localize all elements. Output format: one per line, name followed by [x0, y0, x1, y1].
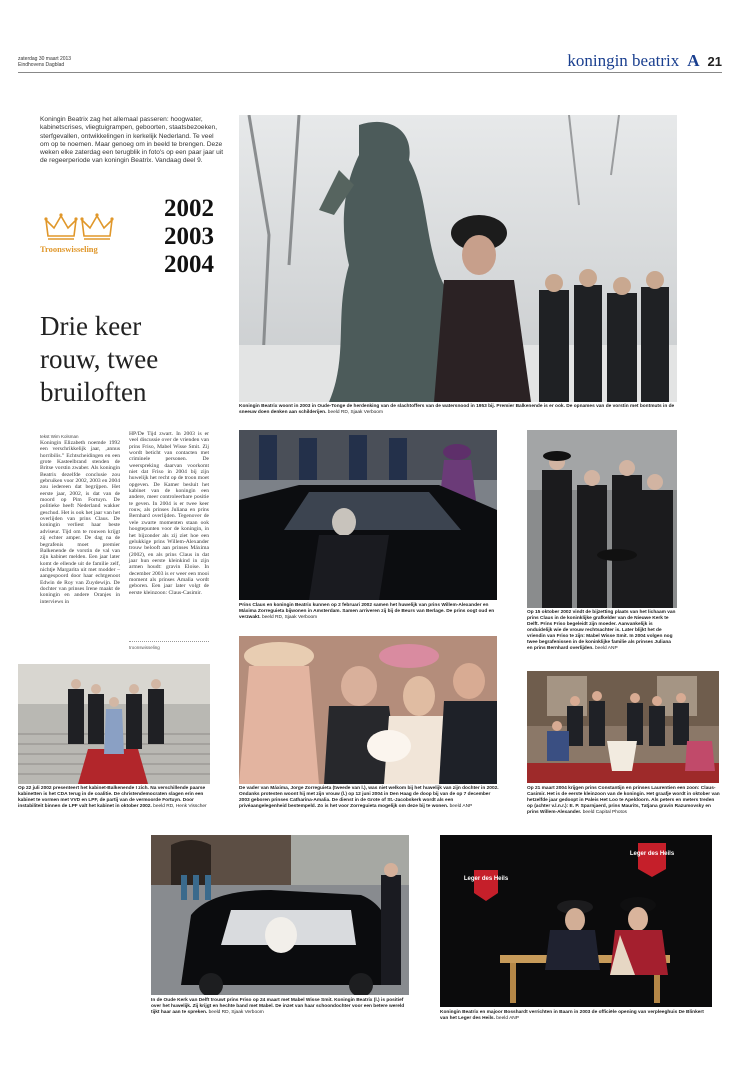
section-header — [567, 51, 722, 71]
sign-text-left: Leger des Heils — [463, 876, 509, 882]
photo-baptism-claus-casimir — [527, 671, 719, 783]
year-2002: 2002 — [164, 195, 214, 222]
year-2004: 2004 — [164, 251, 214, 278]
crown-icon — [44, 212, 116, 242]
page-number: 21 — [707, 54, 722, 69]
separator-label: troonswisseling — [129, 645, 160, 650]
caption-claus-beatrix: Prins Claus en koningin Beatrix kunnen op 2 februari 2002 samen het huwelijk van prins Willem-Alexander en Máxima Zorreguieta bijwonen in Amsterdam. Samen arriveren zij bij de Beurs van Berlage. De prins oogt oud en verzwakt. beeld RD, Sjaak Verboom — [239, 603, 495, 620]
logo-label: Troonswisseling — [40, 244, 98, 254]
headline: Drie keer rouw, twee bruiloften — [40, 311, 159, 407]
photo-cabinet-balkenende — [18, 664, 210, 784]
section-mark: A — [687, 51, 700, 70]
sign-text-right: Leger des Heils — [629, 851, 675, 857]
intro-text: Koningin Beatrix zag het allemaal passeren: hoogwater, kabinetscrises, vliegtuigrampen, geboorten, staatsbezoeken, sterfgevallen, ontwikkelingen in kerkelijk Nederland. Te veel om op te noemen. Maar genoeg om in beeld te brengen. Deze weken elke zaterdag een terugblik in foto's op een paar jaar uit de regeerperiode van koningin Beatrix. Vandaag deel 9. — [40, 116, 224, 165]
caption-leger-des-heils: Koningin Beatrix en majoor Bosshardt verrichten in Baarn in 2003 de officiële opening van verpleeghuis De Blinkert van het Leger des Heils. beeld ANP — [440, 1010, 704, 1021]
photo-friso-wedding — [151, 835, 409, 995]
photo-claus-funeral — [527, 430, 677, 608]
photo-christening-amalia — [239, 636, 497, 784]
caption-friso-wedding: In de Oude Kerk van Delft trouwt prins Friso op 24 maart met Mabel Wisse Smit. Koningin Beatrix (l.) is positief over het huwelijk. Zij krijgt en hechte band met Mabel. De inzet van haar schoondochter voor een betere wereld tijkt haar aan te spreken. beeld RD, Sjaak Verboom — [151, 998, 405, 1015]
caption-claus-funeral: Op 15 oktober 2002 vindt de bijzetting plaats van het lichaam van prins Claus in de koninklijke grafkelder van de Nieuwe Kerk te Delft. Prins Friso begeleidt zijn moeder. Aanvankelijk is onduidelijk wie de vrouw rechtsachter is. Later blijkt het de vriendin van Friso te zijn: Mabel Wisse Smit. In 2004 volgen nog twee begrafenissen in de koninklijke familie als prinses Juliana en prins Bernhard overlijden. beeld ANP — [527, 610, 676, 651]
article-column-2: HP/De Tijd zwart. In 2003 is er veel discussie over de vrienden van prins Friso, Mabel Wisse Smit. Zij wordt beticht van contacten met criminele personen. De weerspreking daarvan voorkomt niet dat Friso in 2004 bij zijn huwelijk het recht op de troon moet opgeven. De Kamer besluit het kabinet van de koningin een andere, meer controleerbare positie te geven. In 2004 is er twee keer rouw, als prinses Juliana en prins Bernhard overlijden. Tegenover de vele zwarte momenten staan ook hoogtepunten voor de koningin, in het bijzonder als zij ziet hoe een gelukkige prins Willem-Alexander trouw belooft aan prinses Máxima (2002), en als prins Claus in dat jaar hun eerste kleinkind in zijn armen houdt: gravin Eloise. In december 2003 is er weer een mooi moment als prinses Amalia wordt geboren. Een jaar later volgt de eerste kleinzoon: Claus-Casimir. — [129, 431, 209, 596]
column-separator — [129, 641, 209, 642]
article-column-1: Koningin Elizabeth noemde 1992 een verschrikkelijk jaar, ‚annus horribilis.” Echtscheidingen en een grote Kasteelbrand stenden de Britse vorstin zwaber. Als koningin Beatrix dezelfde conclusie zou gebruiken voor 2002, 2003 en 2004 zou iedereen dat begrijpen. Het eerste jaar, 2002, is dat van de moord op Pim Fortuyn. De politieke heeft Nederland wakker geschud. Het is ook het jaar van het overlijden van prins Claus. De koningin verliest haar beste adviseur. Tijd om te rouwen krijgt zij echter amper. De dag na de begrafenis moet premier Balkenende de vorstin de val van zijn kabinet melden. Een jaar later komt de ellende uit de familie zelf, nichtje Margarita uit met modder – aangespoord door haar echtgenoot Edwin de Roy van Zuydewijn. De dochter van prinses Irene maakt de koningin en andere Oranjes in interviews in — [40, 440, 120, 605]
photo-watersnood-memorial — [239, 115, 677, 402]
troonswisseling-logo — [40, 212, 120, 258]
caption-christening: De vader van Máxima, Jorge Zorreguieta (tweede van l.), was niet welkom bij het huwelijk van zijn dochter in 2002. Ondanks protesten woont hij met zijn vrouw (l.) op 12 juni 2004 in Den Haag de doop bij van de op 7 december 2003 geboren prinses Catharina-Amalia. De dienst in de Grote of St.-Jacobskerk wordt als een privéaangelegenheid bestempeld. Zo is het voor Zorreguieta mogelijk om deze bij te wonen. beeld ANP — [239, 786, 499, 809]
years-block — [138, 195, 214, 279]
section-title: koningin beatrix — [567, 51, 680, 70]
byline: tekst Wim Kolsman — [40, 434, 79, 439]
caption-baptism: Op 21 maart 2004 krijgen prins Constantijn en prinses Laurentien een zoon: Claus-Casimir. Het is de eerste kleinzoon van de koningin. Het graafje wordt in oktober van hetzelfde jaar gedoopt in Paleis Het Loo te Apeldoorn. Als peters en meters treden op (achter v.l.n.r.): E. P. Sparnjaerd, prins Maurits, Tatjana gravin Razumovsky en prins Willem-Alexander. beeld Capital Photos — [527, 786, 720, 815]
header-rule — [18, 72, 722, 73]
photo-claus-beatrix-car — [239, 430, 497, 600]
caption-watersnood: Koningin Beatrix woont in 2003 in Oude-Tonge de herdenking van de slachtoffers van de watersnood in 1953 bij. Premier Balkenende is er ook. De opnames van de vorstin met bontmuts in de sneeuw doen denken aan schilderijen. beeld RD, Sjaak Verboom — [239, 404, 675, 415]
caption-cabinet: Op 22 juli 2002 presenteert het kabinet-Balkenende I zich. Na verschillende paarse kabinetten is het CDA terug in de coalitie. De christendemocraten slagen erin een kabinet te vormen met VVD en LPF, de partij van de vermoorde Fortuyn. Door instabiliteit binnen de LPF valt het kabinet in oktober 2002. beeld RD, Henk Visscher — [18, 786, 207, 809]
photo-leger-des-heils — [440, 835, 712, 1007]
year-2003: 2003 — [164, 223, 214, 250]
issue-date: zaterdag 30 maart 2013 Eindhovens Dagblad — [18, 56, 72, 68]
